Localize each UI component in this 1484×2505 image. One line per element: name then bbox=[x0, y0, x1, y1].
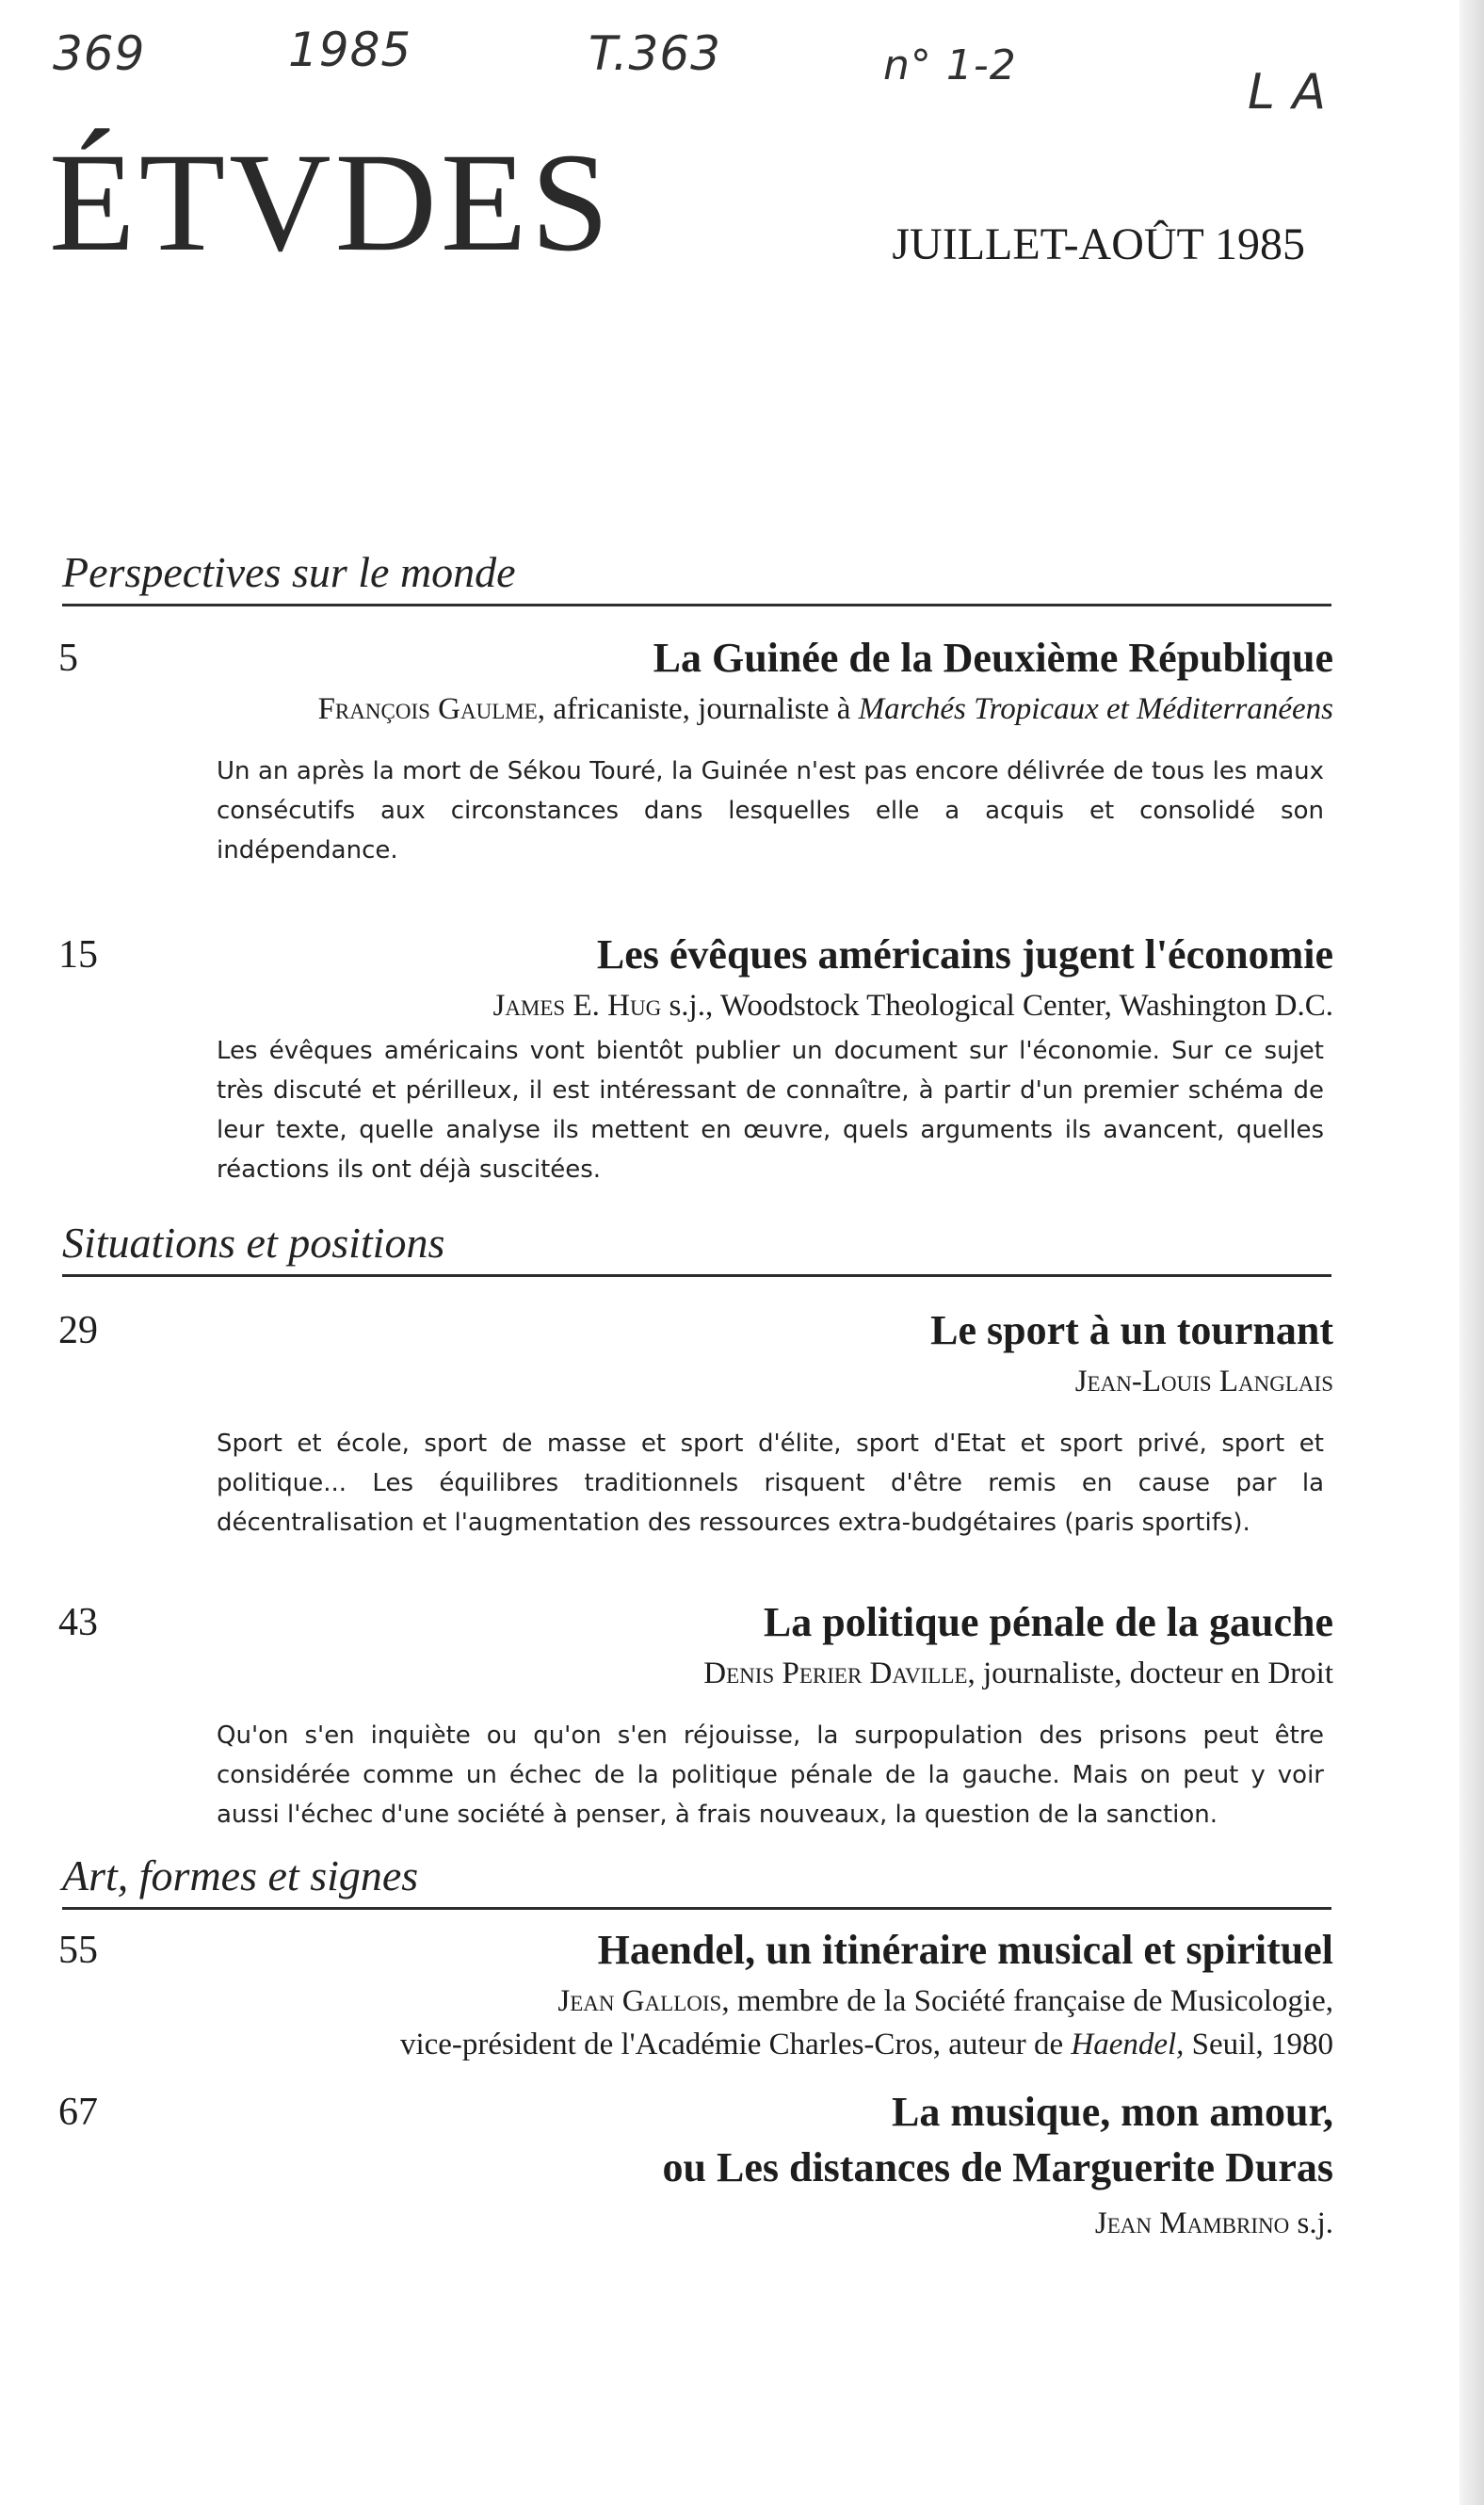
article-title[interactable]: La politique pénale de la gauche bbox=[763, 1599, 1333, 1645]
handwritten-note: 1985 bbox=[288, 23, 412, 77]
author-role: , africaniste, journaliste à bbox=[537, 692, 859, 726]
article-author bbox=[58, 984, 1333, 1027]
author-role: s.j., Woodstock Theological Center, Washington D.C. bbox=[661, 989, 1333, 1023]
author-role: , membre de la Société française de Musicologie, bbox=[721, 1984, 1333, 2018]
author-role: s.j. bbox=[1289, 2206, 1333, 2240]
handwritten-note: L A bbox=[1248, 64, 1328, 121]
toc-entry[interactable] bbox=[58, 1593, 1333, 1834]
page-number: 43 bbox=[58, 1601, 98, 1644]
handwritten-note: T.363 bbox=[589, 26, 721, 81]
author-name: Jean-Louis Langlais bbox=[1074, 1365, 1333, 1398]
article-abstract: Sport et école, sport de masse et sport d'élite, sport d'Etat et sport privé, sport et politique... Les équilibres traditionnels risquent d'être remis en cause par la décentralisation et l'augmentation des ressources extra-budgétaires (paris sportifs). bbox=[217, 1430, 1324, 1537]
article-title[interactable]: Le sport à un tournant bbox=[930, 1307, 1333, 1353]
author-name: Jean Gallois bbox=[557, 1984, 722, 2018]
page-edge-shadow bbox=[1460, 0, 1484, 2505]
article-abstract: Les évêques américains vont bientôt publier un document sur l'économie. Sur ce sujet très discuté et périlleux, il est intéressant de connaître, à partir d'un premier schéma de leur texte, quelle analyse ils mettent en œuvre, quels arguments ils avancent, quelles réactions ils ont déjà suscitées. bbox=[217, 1037, 1324, 1184]
article-title-line2[interactable]: ou Les distances de Marguerite Duras bbox=[662, 2144, 1333, 2190]
page-number: 29 bbox=[58, 1309, 98, 1352]
article-author bbox=[58, 687, 1333, 731]
author-name: François Gaulme bbox=[317, 692, 538, 726]
author-name: Denis Perier Daville bbox=[703, 1657, 968, 1690]
author-book: Haendel, bbox=[1071, 2028, 1185, 2061]
page-number: 15 bbox=[58, 933, 98, 977]
page-number: 55 bbox=[58, 1929, 98, 1972]
toc-entry[interactable] bbox=[58, 2083, 1333, 2245]
issue-date: JUILLET-AOÛT 1985 bbox=[892, 219, 1305, 269]
author-role: , journaliste, docteur en Droit bbox=[967, 1657, 1333, 1690]
article-author-line2 bbox=[58, 2023, 1333, 2066]
section-heading: Situations et positions bbox=[62, 1219, 1331, 1277]
article-abstract: Qu'on s'en inquiète ou qu'on s'en réjouisse, la surpopulation des prisons peut être considérée comme un échec de la politique pénale de la gauche. Mais on peut y voir aussi l'échec d'une société à penser, à frais nouveaux, la question de la sanction. bbox=[217, 1721, 1324, 1829]
section-heading: Art, formes et signes bbox=[62, 1851, 1331, 1910]
author-name: James E. Hug bbox=[492, 989, 662, 1023]
toc-entry[interactable] bbox=[58, 1921, 1333, 2066]
page-number: 67 bbox=[58, 2091, 98, 2134]
toc-entry[interactable] bbox=[58, 926, 1333, 1189]
journal-title: ÉTVDES bbox=[49, 124, 613, 281]
article-author bbox=[58, 1652, 1333, 1695]
article-author bbox=[58, 1360, 1333, 1403]
page-number: 5 bbox=[58, 637, 78, 680]
handwritten-note: 369 bbox=[53, 26, 146, 81]
section-heading: Perspectives sur le monde bbox=[62, 548, 1331, 606]
article-title[interactable]: La Guinée de la Deuxième République bbox=[653, 635, 1333, 681]
article-title[interactable]: Haendel, un itinéraire musical et spirituel bbox=[597, 1927, 1333, 1973]
article-abstract: Un an après la mort de Sékou Touré, la Guinée n'est pas encore délivrée de tous les maux consécutifs aux circonstances dans lesquelles elle a acquis et consolidé son indépendance. bbox=[217, 757, 1324, 865]
article-title[interactable]: Les évêques américains jugent l'économie bbox=[596, 931, 1333, 978]
author-name: Jean Mambrino bbox=[1094, 2206, 1290, 2240]
article-title[interactable]: La musique, mon amour, bbox=[891, 2089, 1333, 2135]
author-publisher: Seuil, 1980 bbox=[1184, 2028, 1333, 2061]
toc-entry[interactable] bbox=[58, 1301, 1333, 1543]
article-author bbox=[58, 2202, 1333, 2245]
handwritten-note: n° 1-2 bbox=[883, 41, 1017, 89]
article-author bbox=[58, 1980, 1333, 2023]
toc-entry[interactable] bbox=[58, 629, 1333, 870]
author-role-line2: vice-président de l'Académie Charles-Cros, auteur de bbox=[399, 2028, 1072, 2061]
author-publication: Marchés Tropicaux et Méditerranéens bbox=[858, 692, 1333, 726]
